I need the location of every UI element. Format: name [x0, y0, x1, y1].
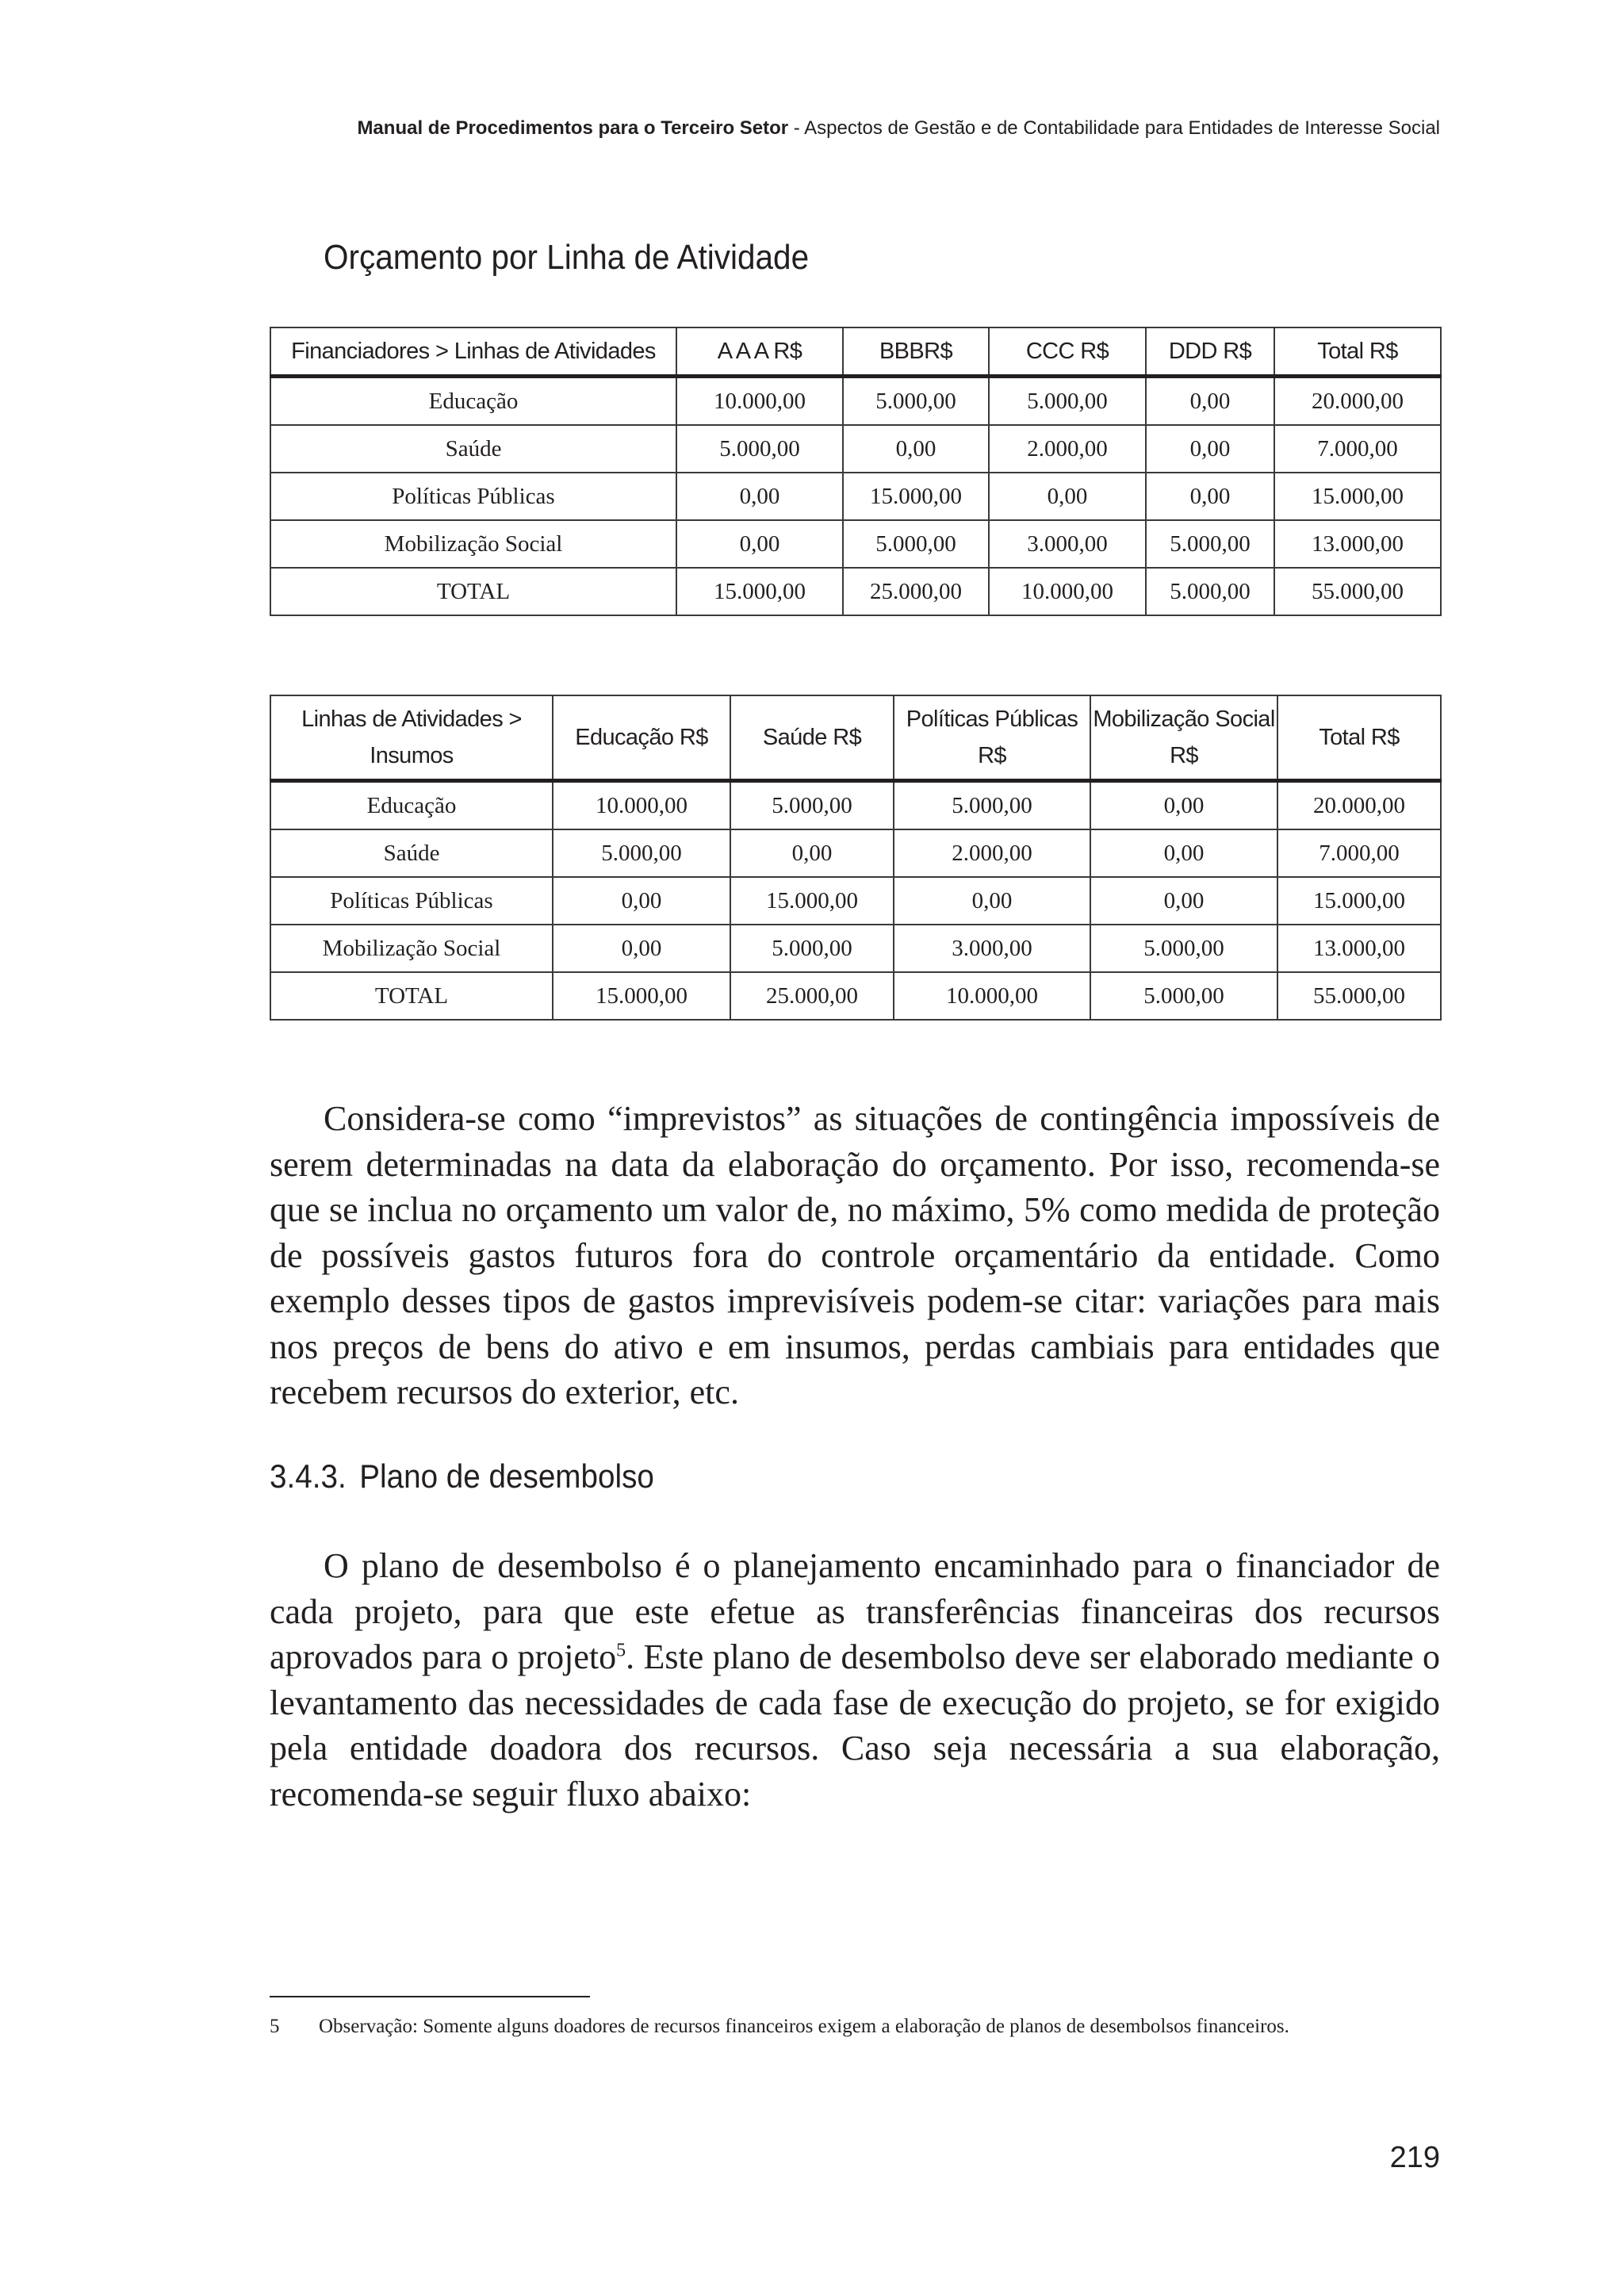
running-header-subtitle: - Aspectos de Gestão e de Contabilidade para Entidades de Interesse Social	[788, 117, 1440, 139]
table-cell: 5.000,00	[843, 520, 989, 568]
table-cell: 25.000,00	[843, 568, 989, 615]
table-row-total	[270, 972, 1441, 1020]
table-row	[270, 425, 1441, 473]
table-cell: 15.000,00	[1277, 877, 1441, 925]
column-header: Mobilização Social R$	[1090, 695, 1277, 781]
footnote-reference[interactable]: 5	[616, 1640, 626, 1661]
table-cell: 20.000,00	[1277, 781, 1441, 830]
column-header: A A A R$	[676, 327, 843, 377]
table-cell: 0,00	[1146, 377, 1274, 426]
table-cell: 5.000,00	[1090, 972, 1277, 1020]
running-header	[270, 117, 1440, 140]
table-header-row	[270, 327, 1441, 377]
table-row-total	[270, 568, 1441, 615]
running-header-title: Manual de Procedimentos para o Terceiro Setor	[357, 117, 789, 139]
table-cell: 5.000,00	[1090, 925, 1277, 972]
table-cell: Políticas Públicas	[270, 473, 676, 520]
subsection-heading	[270, 1457, 654, 1495]
table-row	[270, 781, 1441, 830]
table-cell: 5.000,00	[553, 829, 730, 877]
table-header-row	[270, 695, 1441, 781]
table-cell: 5.000,00	[894, 781, 1090, 830]
table-cell: 0,00	[894, 877, 1090, 925]
table-cell: 10.000,00	[553, 781, 730, 830]
table-cell: 5.000,00	[730, 925, 894, 972]
table-cell: 25.000,00	[730, 972, 894, 1020]
table-cell: 0,00	[1090, 781, 1277, 830]
table-cell: 20.000,00	[1274, 377, 1441, 426]
column-header: Educação R$	[553, 695, 730, 781]
table-cell: 3.000,00	[894, 925, 1090, 972]
column-header: Financiadores > Linhas de Atividades	[270, 327, 676, 377]
table-cell: 0,00	[553, 877, 730, 925]
table-cell: 0,00	[1090, 877, 1277, 925]
table-cell: TOTAL	[270, 972, 553, 1020]
table-row	[270, 377, 1441, 426]
table-cell: Educação	[270, 781, 553, 830]
paragraph-text: O plano de desembolso é o planejamento encaminhado para o financiador de cada projeto, para que este efetue as transferências financeiras dos recursos aprovados para o projeto	[270, 1546, 1440, 1676]
column-header: BBBR$	[843, 327, 989, 377]
table-cell: 15.000,00	[730, 877, 894, 925]
column-header: Linhas de Atividades > Insumos	[270, 695, 553, 781]
footnote-number: 5	[270, 2016, 280, 2037]
table-cell: 5.000,00	[676, 425, 843, 473]
table-cell: 5.000,00	[1146, 568, 1274, 615]
column-header: Saúde R$	[730, 695, 894, 781]
table-cell: 15.000,00	[676, 568, 843, 615]
table-row	[270, 473, 1441, 520]
table-cell: 0,00	[676, 520, 843, 568]
table-cell: 55.000,00	[1277, 972, 1441, 1020]
table-cell: Políticas Públicas	[270, 877, 553, 925]
column-header: Políticas Públicas R$	[894, 695, 1090, 781]
paragraph-disbursement-plan	[270, 1543, 1440, 1817]
table-row	[270, 829, 1441, 877]
table-cell: Saúde	[270, 829, 553, 877]
table-cell: 0,00	[843, 425, 989, 473]
table-cell: 0,00	[1090, 829, 1277, 877]
table-cell: 7.000,00	[1277, 829, 1441, 877]
paragraph-contingencies: Considera-se como “imprevistos” as situações de contingência impossíveis de serem determinadas na data da elaboração do orçamento. Por isso, recomenda-se que se inclua no orçamento um valor de, no máximo, 5% como medida de proteção de possíveis gastos futuros fora do controle orçamentário da entidade. Como exemplo desses tipos de gastos imprevisíveis podem-se citar: variações para mais nos preços de bens do ativo e em insumos, perdas cambiais para entidades que recebem recursos do exterior, etc.	[270, 1099, 1440, 1411]
table-cell: 0,00	[676, 473, 843, 520]
table-cell: TOTAL	[270, 568, 676, 615]
table-row	[270, 520, 1441, 568]
table-cell: 5.000,00	[1146, 520, 1274, 568]
table-cell: 2.000,00	[894, 829, 1090, 877]
column-header: DDD R$	[1146, 327, 1274, 377]
table-cell: 55.000,00	[1274, 568, 1441, 615]
table-cell: 10.000,00	[894, 972, 1090, 1020]
page-number: 219	[1389, 2141, 1440, 2174]
budget-by-input-table	[270, 695, 1442, 1021]
column-header: CCC R$	[989, 327, 1146, 377]
table-cell: 5.000,00	[989, 377, 1146, 426]
table-cell: Educação	[270, 377, 676, 426]
footnote	[270, 2016, 1440, 2038]
table-cell: Mobilização Social	[270, 520, 676, 568]
table-cell: 10.000,00	[989, 568, 1146, 615]
table-cell: 0,00	[989, 473, 1146, 520]
table-cell: 5.000,00	[843, 377, 989, 426]
table-row	[270, 877, 1441, 925]
table-cell: 0,00	[553, 925, 730, 972]
table-cell: 2.000,00	[989, 425, 1146, 473]
table-cell: Mobilização Social	[270, 925, 553, 972]
column-header: Total R$	[1274, 327, 1441, 377]
table-cell: 7.000,00	[1274, 425, 1441, 473]
table-cell: 13.000,00	[1274, 520, 1441, 568]
table-cell: 0,00	[1146, 425, 1274, 473]
table-cell: 0,00	[1146, 473, 1274, 520]
budget-by-funder-table	[270, 327, 1442, 616]
table-cell: 15.000,00	[1274, 473, 1441, 520]
table-cell: 3.000,00	[989, 520, 1146, 568]
subsection-title: Plano de desembolso	[359, 1457, 654, 1495]
table-row	[270, 925, 1441, 972]
table-cell: 0,00	[730, 829, 894, 877]
table-cell: Saúde	[270, 425, 676, 473]
table-cell: 10.000,00	[676, 377, 843, 426]
table-cell: 15.000,00	[843, 473, 989, 520]
column-header: Total R$	[1277, 695, 1441, 781]
footnote-divider	[270, 1996, 590, 1997]
section-title: Orçamento por Linha de Atividade	[324, 238, 810, 277]
footnote-text: Observação: Somente alguns doadores de recursos financeiros exigem a elaboração de planos de desembolsos financeiros.	[319, 2016, 1289, 2037]
paragraph-text: . Este plano de desembolso deve ser elaborado mediante o levantamento das necessidades de cada fase de execução do projeto, se for exigido pela entidade doadora dos recursos. Caso seja necessária a sua elaboração, recomenda-se seguir fluxo abaixo:	[270, 1637, 1440, 1813]
table-cell: 5.000,00	[730, 781, 894, 830]
table-cell: 15.000,00	[553, 972, 730, 1020]
table-cell: 13.000,00	[1277, 925, 1441, 972]
subsection-number: 3.4.3.	[270, 1457, 347, 1495]
